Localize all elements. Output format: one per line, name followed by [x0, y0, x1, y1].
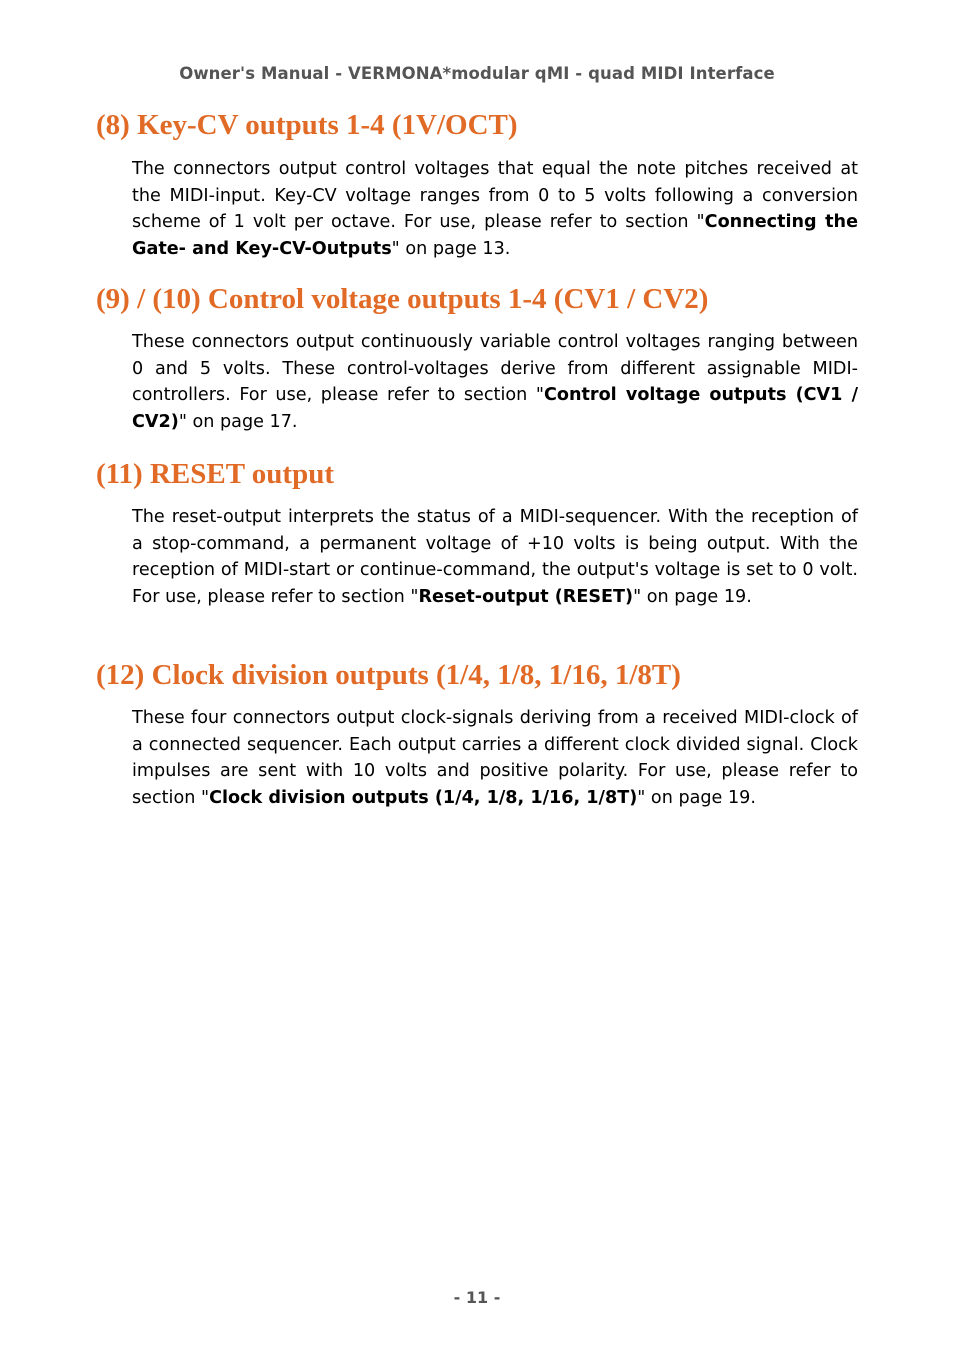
section-heading: (12) Clock division outputs (1/4, 1/8, 1/16, 1/8T)	[96, 659, 681, 691]
section-reference: Connecting the Gate- and Key-CV-Outputs	[132, 212, 859, 259]
section-body	[132, 504, 858, 610]
section-heading: (11) RESET output	[96, 458, 334, 490]
section-reference: Control voltage outputs (CV1 / CV2)	[132, 385, 858, 432]
section-body	[132, 156, 858, 262]
running-header: Owner's Manual - VERMONA*modular qMI - quad MIDI Interface	[179, 64, 775, 83]
section-body	[132, 705, 858, 811]
body-text: The connectors output control voltages that equal the note pitches received at the MIDI-input. Key-CV voltage ranges from 0 to 5 volts following a conversion scheme of 1 volt per octave. For use, please refer to section "	[132, 159, 858, 232]
body-text: " on page 13.	[391, 238, 511, 259]
section-reset-output	[96, 457, 858, 610]
body-text: " on page 19.	[633, 586, 752, 607]
page-number: - 11 -	[453, 1288, 501, 1307]
section-key-cv-outputs	[96, 108, 858, 262]
body-text: The reset-output interprets the status of a MIDI-sequencer. With the reception of a stop-command, a permanent voltage of +10 volts is being output. With the reception of MIDI-start or continue-command, the output's voltage is set to 0 volt. For use, please refer to section "	[132, 507, 858, 607]
body-text: These four connectors output clock-signals deriving from a received MIDI-clock of a connected sequencer. Each output carries a different clock divided signal. Clock impulses are sent with 10 volts and positive polarity. For use, please refer to section "	[132, 708, 858, 808]
section-clock-division-outputs	[96, 658, 858, 811]
section-reference: Reset-output (RESET)	[418, 586, 634, 607]
section-reference: Clock division outputs (1/4, 1/8, 1/16, 1/8T)	[209, 787, 638, 808]
section-body	[132, 329, 858, 435]
body-text: " on page 19.	[637, 787, 756, 808]
body-text: These connectors output continuously variable control voltages ranging between 0 and 5 volts. These control-voltages derive from different assignable MIDI-controllers. For use, please refer to section "	[132, 332, 858, 405]
section-heading: (9) / (10) Control voltage outputs 1-4 (CV1 / CV2)	[96, 283, 709, 315]
section-heading: (8) Key-CV outputs 1-4 (1V/OCT)	[96, 109, 518, 141]
body-text: " on page 17.	[178, 411, 298, 432]
section-control-voltage-outputs	[96, 282, 858, 435]
